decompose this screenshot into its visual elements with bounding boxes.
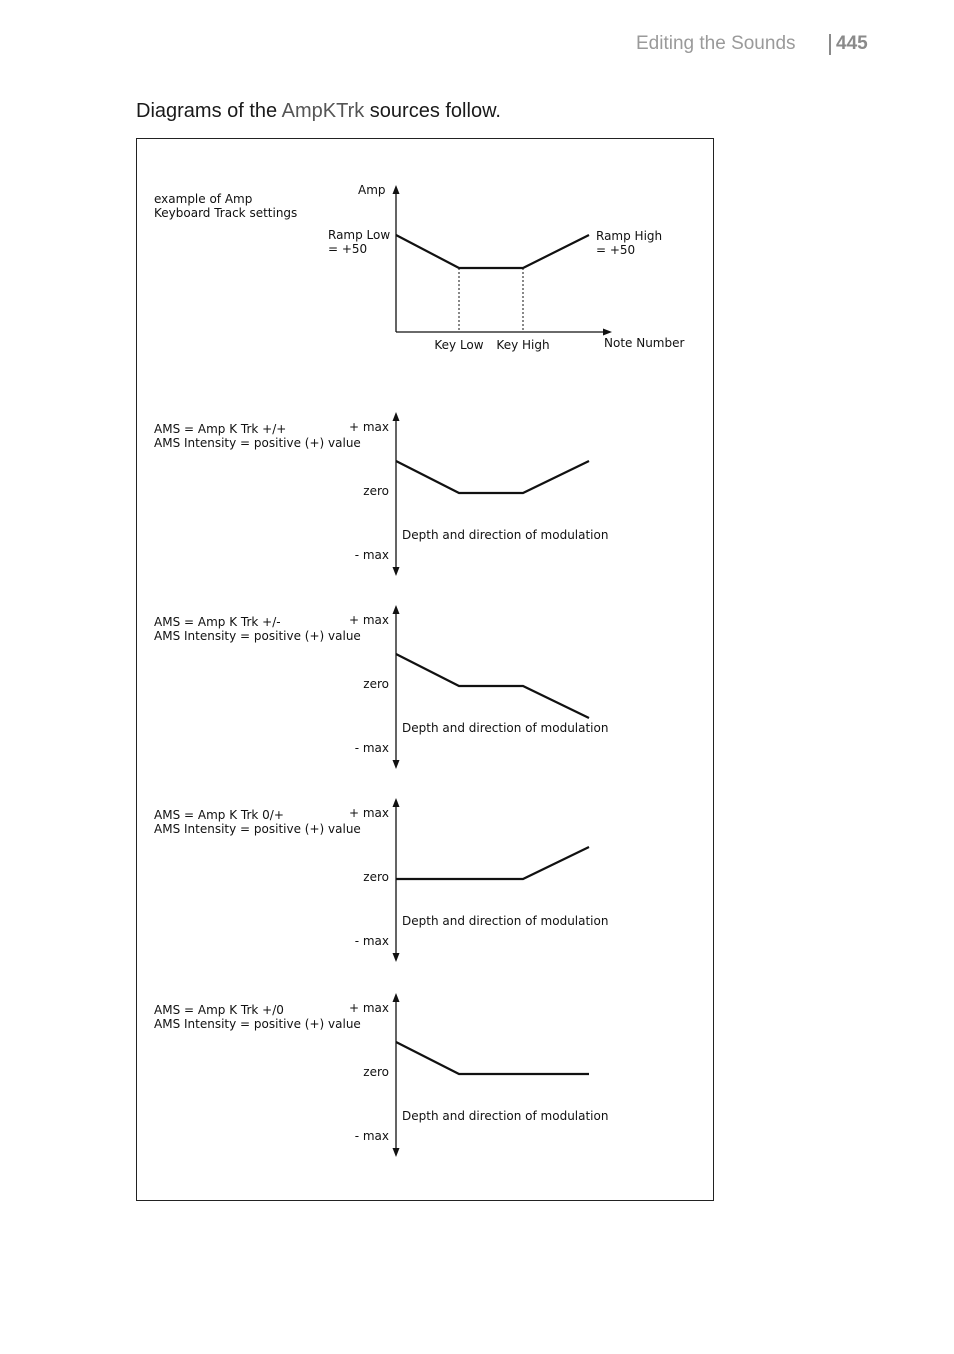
panel-2 <box>154 605 608 769</box>
modulation-note: Depth and direction of modulation <box>402 528 609 542</box>
axis-up-arrow-icon <box>393 412 400 421</box>
panel-line1: AMS = Amp K Trk +/- <box>154 615 281 629</box>
modulation-panels <box>154 412 608 1157</box>
minus-max-label: - max <box>354 548 389 562</box>
section-title: Editing the Sounds <box>636 33 796 54</box>
intro-keyword: AmpKTrk <box>281 100 365 122</box>
panel-line1: AMS = Amp K Trk +/0 <box>154 1003 284 1017</box>
example-caption-line1: example of Amp <box>154 192 253 206</box>
x-axis-arrow-icon <box>603 329 612 336</box>
ramp-low-label-line1: Ramp Low <box>328 228 391 242</box>
axis-down-arrow-icon <box>393 760 400 769</box>
zero-label: zero <box>363 484 389 498</box>
ramp-high-label-line2: = +50 <box>596 243 636 257</box>
zero-label: zero <box>363 677 389 691</box>
axis-up-arrow-icon <box>393 798 400 807</box>
amp-curve <box>396 235 589 268</box>
modulation-note: Depth and direction of modulation <box>402 1109 609 1123</box>
example-diagram <box>154 183 684 352</box>
example-caption-line2: Keyboard Track settings <box>154 206 298 220</box>
modulation-note: Depth and direction of modulation <box>402 721 609 735</box>
y-axis-arrow-icon <box>393 185 400 194</box>
x-axis-label: Note Number <box>604 336 685 350</box>
plus-max-label: + max <box>348 613 389 627</box>
panel-line1: AMS = Amp K Trk 0/+ <box>154 808 284 822</box>
panel-4 <box>154 993 608 1157</box>
modulation-note: Depth and direction of modulation <box>402 914 609 928</box>
y-axis-label: Amp <box>358 183 386 197</box>
axis-down-arrow-icon <box>393 1148 400 1157</box>
modulation-curve <box>396 461 589 493</box>
ramp-low-label-line2: = +50 <box>328 242 368 256</box>
modulation-curve <box>396 654 589 718</box>
panel-line2: AMS Intensity = positive (+) value <box>154 822 361 836</box>
page-number: 445 <box>836 33 868 54</box>
key-high-label: Key High <box>496 338 550 352</box>
intro-text-before: Diagrams of the <box>136 100 282 122</box>
minus-max-label: - max <box>354 741 389 755</box>
panel-3 <box>154 798 608 962</box>
axis-down-arrow-icon <box>393 953 400 962</box>
panel-line2: AMS Intensity = positive (+) value <box>154 436 361 450</box>
intro-text-after: sources follow. <box>364 100 501 122</box>
panel-line1: AMS = Amp K Trk +/+ <box>154 422 287 436</box>
panel-1 <box>154 412 608 576</box>
zero-label: zero <box>363 1065 389 1079</box>
modulation-curve <box>396 1042 589 1074</box>
minus-max-label: - max <box>354 1129 389 1143</box>
plus-max-label: + max <box>348 1001 389 1015</box>
axis-down-arrow-icon <box>393 567 400 576</box>
zero-label: zero <box>363 870 389 884</box>
axis-up-arrow-icon <box>393 605 400 614</box>
ramp-high-label-line1: Ramp High <box>596 229 663 243</box>
plus-max-label: + max <box>348 420 389 434</box>
panel-line2: AMS Intensity = positive (+) value <box>154 1017 361 1031</box>
key-low-label: Key Low <box>434 338 484 352</box>
minus-max-label: - max <box>354 934 389 948</box>
panel-line2: AMS Intensity = positive (+) value <box>154 629 361 643</box>
axis-up-arrow-icon <box>393 993 400 1002</box>
plus-max-label: + max <box>348 806 389 820</box>
modulation-curve <box>396 847 589 879</box>
